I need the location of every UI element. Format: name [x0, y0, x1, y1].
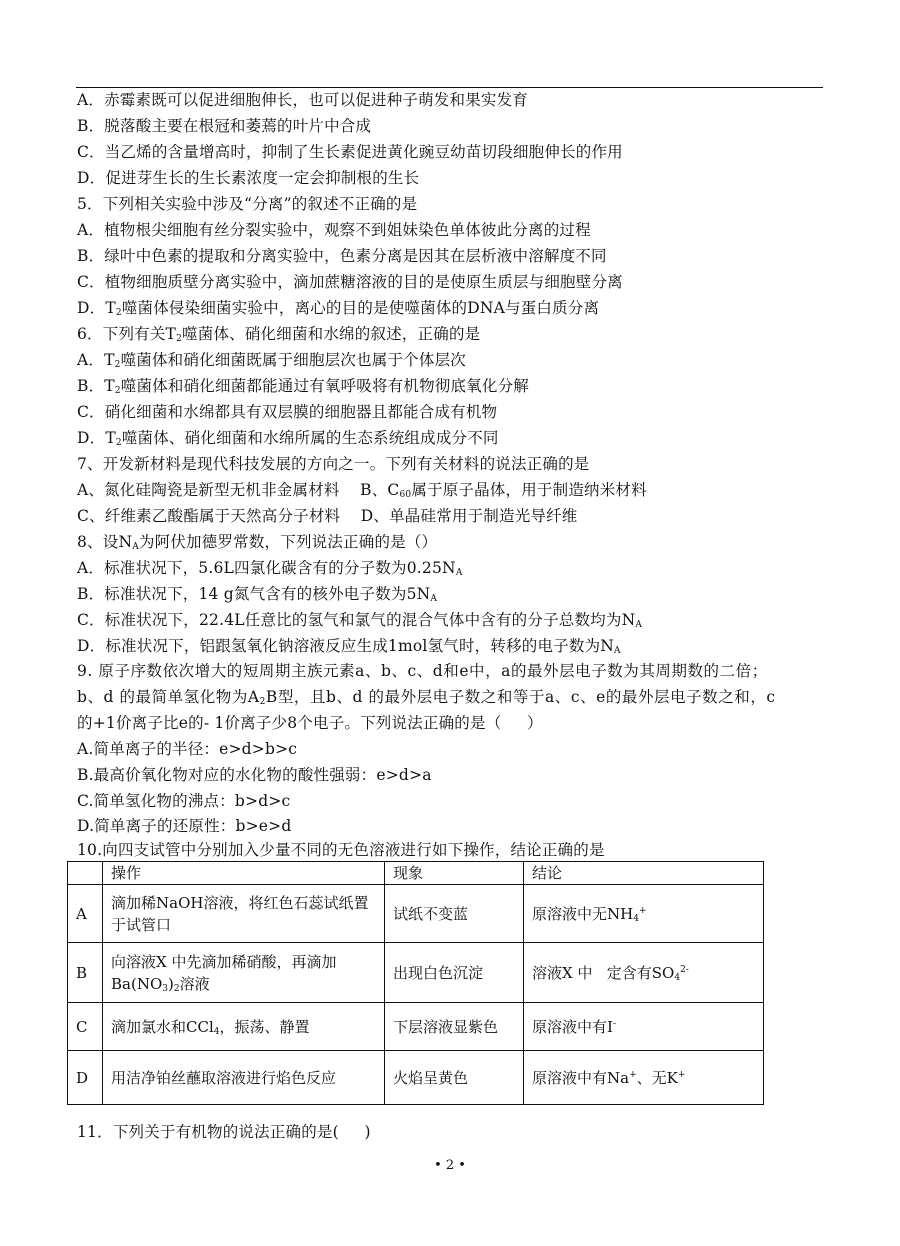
table-row [68, 943, 764, 1003]
conclusion-cell: 原溶液中有I- [524, 1003, 764, 1051]
phenomenon-cell: 试纸不变蓝 [385, 885, 524, 943]
phenomenon-cell: 下层溶液显紫色 [385, 1003, 524, 1051]
table-header-cell: 结论 [524, 862, 764, 885]
option-line: C．当乙烯的含量增高时，抑制了生长素促进黄化豌豆幼苗切段细胞伸长的作用 [77, 143, 623, 161]
operation-cell: 向溶液X 中先滴加稀硝酸，再滴加$Ba(NO_3)_2$溶液 [103, 943, 385, 1003]
phenomenon-cell: 出现白色沉淀 [385, 943, 524, 1003]
question-11: 11．下列关于有机物的说法正确的是( ) [77, 1123, 371, 1141]
option-line: D.简单离子的还原性：b>e>d [77, 817, 292, 835]
option-line: B．标准状况下，14 g氮气含有的核外电子数为$5N_A$ [77, 585, 438, 604]
question-10: 10.向四支试管中分别加入少量不同的无色溶液进行如下操作，结论正确的是 [77, 841, 605, 859]
conclusion-cell: 溶液X 中 定含有$SO_4^{2-}$ [524, 943, 764, 1003]
option-line: B．$T_2$噬菌体和硝化细菌都能通过有氧呼吸将有机物彻底氧化分解 [77, 377, 529, 396]
table-header-cell: 现象 [385, 862, 524, 885]
question-9-cont: b、d 的最简单氢化物为$A_2B$型，且b、d 的最外层电子数之和等于a、c、e的最外层电子数之和，c [77, 688, 776, 707]
conclusion-cell: 原溶液中无$NH_4^+$ [524, 885, 764, 943]
operation-cell: 滴加氯水和CCl$_4$，振荡、静置 [103, 1003, 385, 1051]
conclusion-cell: 原溶液中有Na+、无K+ [524, 1051, 764, 1105]
question-9: 9. 原子序数依次增大的短周期主族元素a、b、c、d和e中，a的最外层电子数为其周期数的二倍； [77, 662, 768, 680]
option-line: B．绿叶中色素的提取和分离实验中，色素分离是因其在层析液中溶解度不同 [77, 247, 607, 265]
option-line: B.最高价氧化物对应的水化物的酸性强弱：e>d>a [77, 766, 432, 784]
option-line: D．促进芽生长的生长素浓度一定会抑制根的生长 [77, 169, 420, 187]
option-line: A．植物根尖细胞有丝分裂实验中，观察不到姐妹染色单体彼此分离的过程 [77, 221, 591, 239]
question-6: 6．下列有关$T_2$噬菌体、硝化细菌和水绵的叙述，正确的是 [77, 325, 481, 344]
option-line: B．脱落酸主要在根冠和萎蔫的叶片中合成 [77, 117, 372, 135]
option-line: D．$T_2$噬菌体侵染细菌实验中，离心的目的是使噬菌体的DNA与蛋白质分离 [77, 299, 600, 318]
option-line: D．标准状况下，铝跟氢氧化钠溶液反应生成1mol氢气时，转移的电子数为$N_A$ [77, 637, 621, 656]
operation-cell: 用洁净铂丝蘸取溶液进行焰色反应 [103, 1051, 385, 1105]
option-line: C、纤维素乙酸酯属于天然高分子材料 D、单晶硅常用于制造光导纤维 [77, 507, 578, 525]
table-header-cell [68, 862, 103, 885]
table-row [68, 1051, 764, 1105]
option-line: C．植物细胞质壁分离实验中，滴加蔗糖溶液的目的是使原生质层与细胞壁分离 [77, 273, 623, 291]
row-label: B [68, 943, 103, 1003]
option-line: C．标准状况下，22.4L任意比的氢气和氯气的混合气体中含有的分子总数均为$N_A$ [77, 611, 643, 630]
option-line: C.简单氢化物的沸点：b>d>c [77, 792, 291, 810]
option-line: A、氮化硅陶瓷是新型无机非金属材料 B、$C_{60}$属于原子晶体，用于制造纳米材料 [77, 481, 647, 500]
top-rule [76, 87, 823, 88]
experiment-table [67, 861, 764, 1105]
option-line: C．硝化细菌和水绵都具有双层膜的细胞器且都能合成有机物 [77, 403, 498, 421]
question-9-cont: 的+1价离子比e的- 1价离子少8个电子。下列说法正确的是（ ） [77, 714, 543, 732]
row-label: A [68, 885, 103, 943]
row-label: C [68, 1003, 103, 1051]
table-header-cell: 操作 [103, 862, 385, 885]
option-line: A．$T_2$噬菌体和硝化细菌既属于细胞层次也属于个体层次 [77, 351, 466, 370]
operation-cell: 滴加稀NaOH溶液，将红色石蕊试纸置于试管口 [103, 885, 385, 943]
table-header-row [68, 862, 764, 885]
option-line: A.简单离子的半径：e>d>b>c [77, 740, 298, 758]
table-row [68, 1003, 764, 1051]
question-8: 8、设$N_A$为阿伏加德罗常数，下列说法正确的是（） [77, 533, 438, 552]
option-line: D．$T_2$噬菌体、硝化细菌和水绵所属的生态系统组成成分不同 [77, 429, 499, 448]
phenomenon-cell: 火焰呈黄色 [385, 1051, 524, 1105]
option-line: A．标准状况下，5.6L四氯化碳含有的分子数为$0.25N_A$ [77, 559, 463, 578]
question-7: 7、开发新材料是现代科技发展的方向之一。下列有关材料的说法正确的是 [77, 455, 590, 473]
question-5: 5．下列相关实验中涉及“分离”的叙述不正确的是 [77, 195, 418, 213]
table-row [68, 885, 764, 943]
row-label: D [68, 1051, 103, 1105]
page-number: • 2 • [434, 1158, 466, 1173]
option-line: A．赤霉素既可以促进细胞伸长，也可以促进种子萌发和果实发育 [77, 91, 528, 109]
